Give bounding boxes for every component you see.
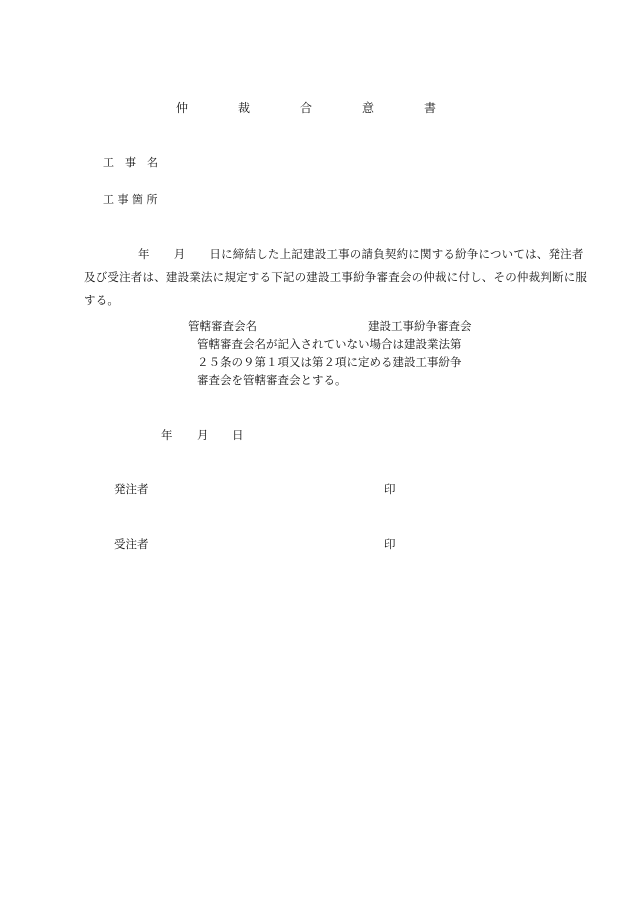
title-char: 意 bbox=[362, 101, 375, 115]
date-month-label: 月 bbox=[197, 428, 209, 442]
contractor-seal: 印 bbox=[384, 537, 396, 551]
date-day-label: 日 bbox=[232, 428, 244, 442]
agreement-paragraph bbox=[84, 243, 589, 312]
committee-note-line2: ２５条の９第１項又は第２項に定める建設工事紛争 bbox=[197, 355, 462, 369]
title-char: 裁 bbox=[238, 101, 251, 115]
agreement-month-label: 月 bbox=[173, 247, 186, 261]
orderer-seal: 印 bbox=[384, 482, 396, 496]
committee-note-line3: 審査会を管轄審査会とする。 bbox=[197, 373, 347, 387]
committee-label: 管轄審査会名 bbox=[188, 319, 257, 333]
committee-value: 建設工事紛争審査会 bbox=[368, 319, 472, 333]
work-name-label: 工 事 名 bbox=[103, 156, 158, 169]
title-char: 仲 bbox=[176, 101, 189, 115]
date-year-label: 年 bbox=[161, 428, 173, 442]
agreement-line1: 日に締結した上記建設工事の請負契約に関する紛争については、発注者 bbox=[209, 247, 584, 261]
orderer-label: 発注者 bbox=[114, 482, 149, 496]
committee-note-line1: 管轄審査会名が記入されていない場合は建設業法第 bbox=[197, 337, 462, 351]
agreement-line3: する。 bbox=[84, 293, 120, 307]
title-char: 合 bbox=[300, 101, 313, 115]
contractor-label: 受注者 bbox=[114, 537, 149, 551]
agreement-year-label: 年 bbox=[138, 247, 150, 261]
agreement-line2: 及び受注者は、建設業法に規定する下記の建設工事紛争審査会の仲裁に付し、その仲裁判断に服 bbox=[84, 270, 588, 284]
title-char: 書 bbox=[424, 101, 437, 115]
work-location-label: 工 事 箇 所 bbox=[103, 193, 158, 206]
